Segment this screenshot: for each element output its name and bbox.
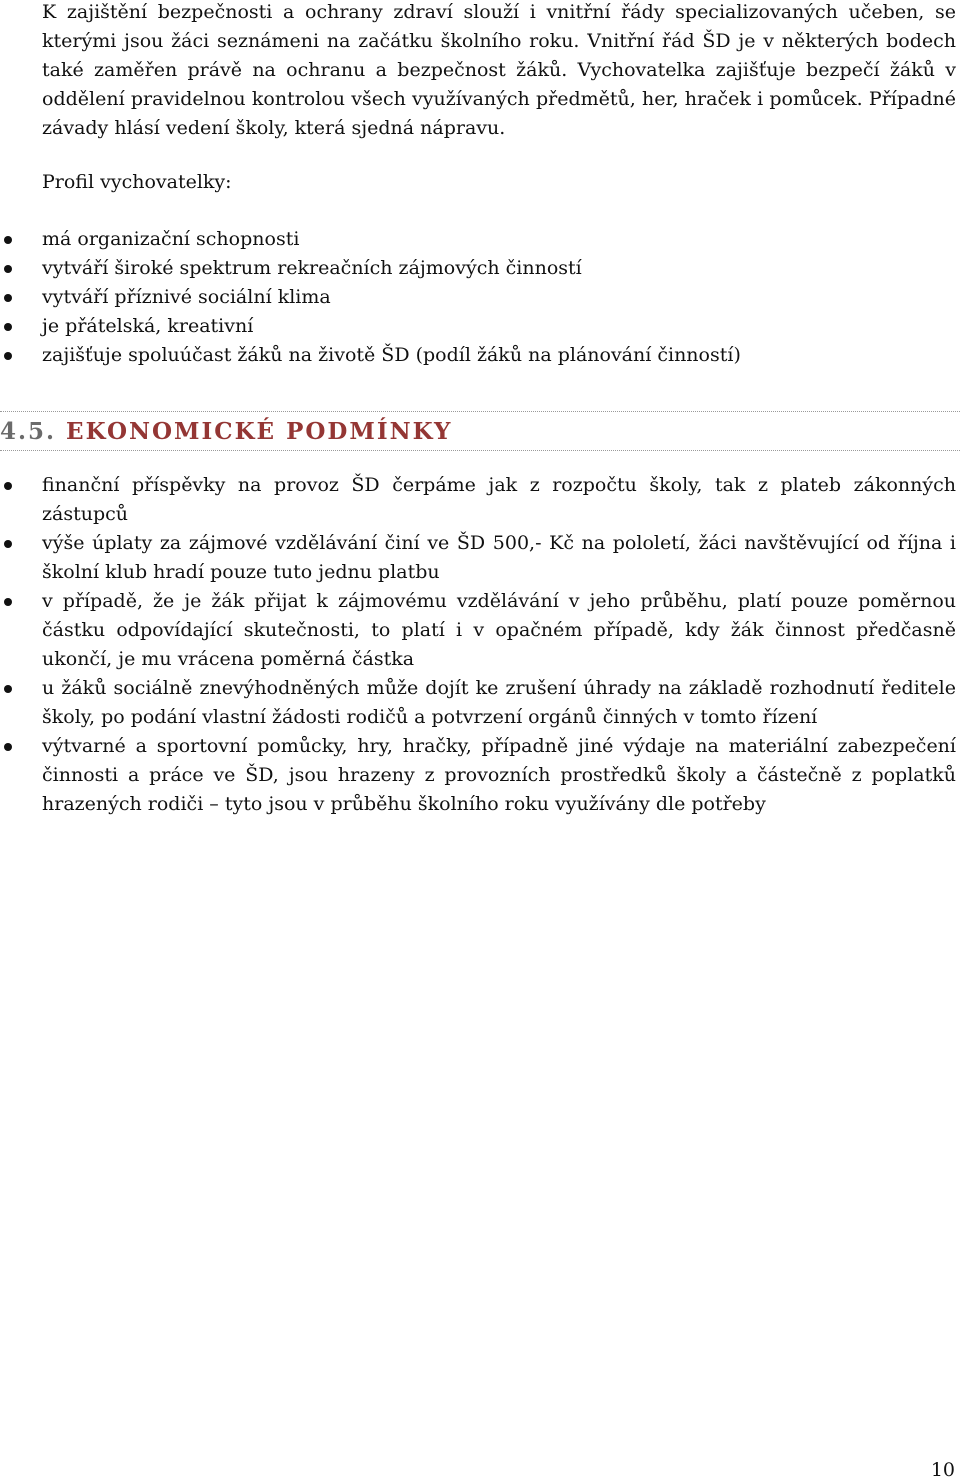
list-item [0,674,956,732]
bullet-icon [4,323,12,331]
bullet-icon [4,685,12,693]
list-item [0,283,956,312]
heading-divider-bottom [0,450,960,451]
section-number: 4.5. [0,418,57,445]
list-item [0,225,956,254]
list-item [0,732,956,819]
economic-conditions-list [0,471,956,819]
section-heading [0,418,452,446]
bullet-icon [4,236,12,244]
list-item-text: finanční příspěvky na provoz ŠD čerpáme jak z rozpočtu školy, tak z plateb zákonných zástupců [42,474,956,525]
list-item-text: u žáků sociálně znevýhodněných může dojít ke zrušení úhrady na základě rozhodnutí ředitele školy, po podání vlastní žádosti rodičů a potvrzení orgánů činných v tomto řízení [42,677,956,728]
section-title: EKONOMICKÉ PODMÍNKY [66,418,453,445]
list-item-text: výše úplaty za zájmové vzdělávání činí ve ŠD 500,- Kč na pololetí, žáci navštěvující od října i školní klub hradí pouze tuto jednu platbu [42,532,956,583]
list-item-text: má organizační schopnosti [42,228,300,250]
bullet-icon [4,265,12,273]
page-number: 10 [930,1459,955,1481]
heading-divider-top [0,411,960,412]
intro-paragraph: K zajištění bezpečnosti a ochrany zdraví slouží i vnitřní řády specializovaných učeben, se kterými jsou žáci seznámeni na začátku školního roku. Vnitřní řád ŠD je v některých bodech také zaměřen právě na ochranu a bezpečnost žáků. Vychovatelka zajišťuje bezpečí žáků v oddělení pravidelnou kontrolou všech využívaných předmětů, her, hraček i pomůcek. Případné závady hlásí vedení školy, která sjedná nápravu. [42,1,956,139]
bullet-icon [4,482,12,490]
list-item [0,587,956,674]
list-item [0,341,956,370]
list-item-text: je přátelská, kreativní [42,315,254,337]
bullet-icon [4,540,12,548]
bullet-icon [4,294,12,302]
list-item [0,471,956,529]
list-item-text: v případě, že je žák přijat k zájmovému vzdělávání v jeho průběhu, platí pouze poměrnou částku odpovídající skutečnosti, to platí i v opačném případě, kdy žák činnost předčasně ukončí, je mu vrácena poměrná částka [42,590,956,670]
list-item [0,254,956,283]
list-item-text: výtvarné a sportovní pomůcky, hry, hračky, případně jiné výdaje na materiální zabezpečení činnosti a práce ve ŠD, jsou hrazeny z provozních prostředků školy a částečně z poplatků hrazených rodiči – tyto jsou v průběhu školního roku využívány dle potřeby [42,735,956,815]
list-item-text: vytváří široké spektrum rekreačních zájmových činností [42,257,582,279]
list-item-text: zajišťuje spoluúčast žáků na životě ŠD (podíl žáků na plánování činností) [42,344,741,366]
profile-list [0,225,956,370]
list-item [0,529,956,587]
bullet-icon [4,598,12,606]
profile-title: Profil vychovatelky: [42,171,232,193]
list-item-text: vytváří příznivé sociální klima [42,286,331,308]
bullet-icon [4,352,12,360]
bullet-icon [4,743,12,751]
list-item [0,312,956,341]
